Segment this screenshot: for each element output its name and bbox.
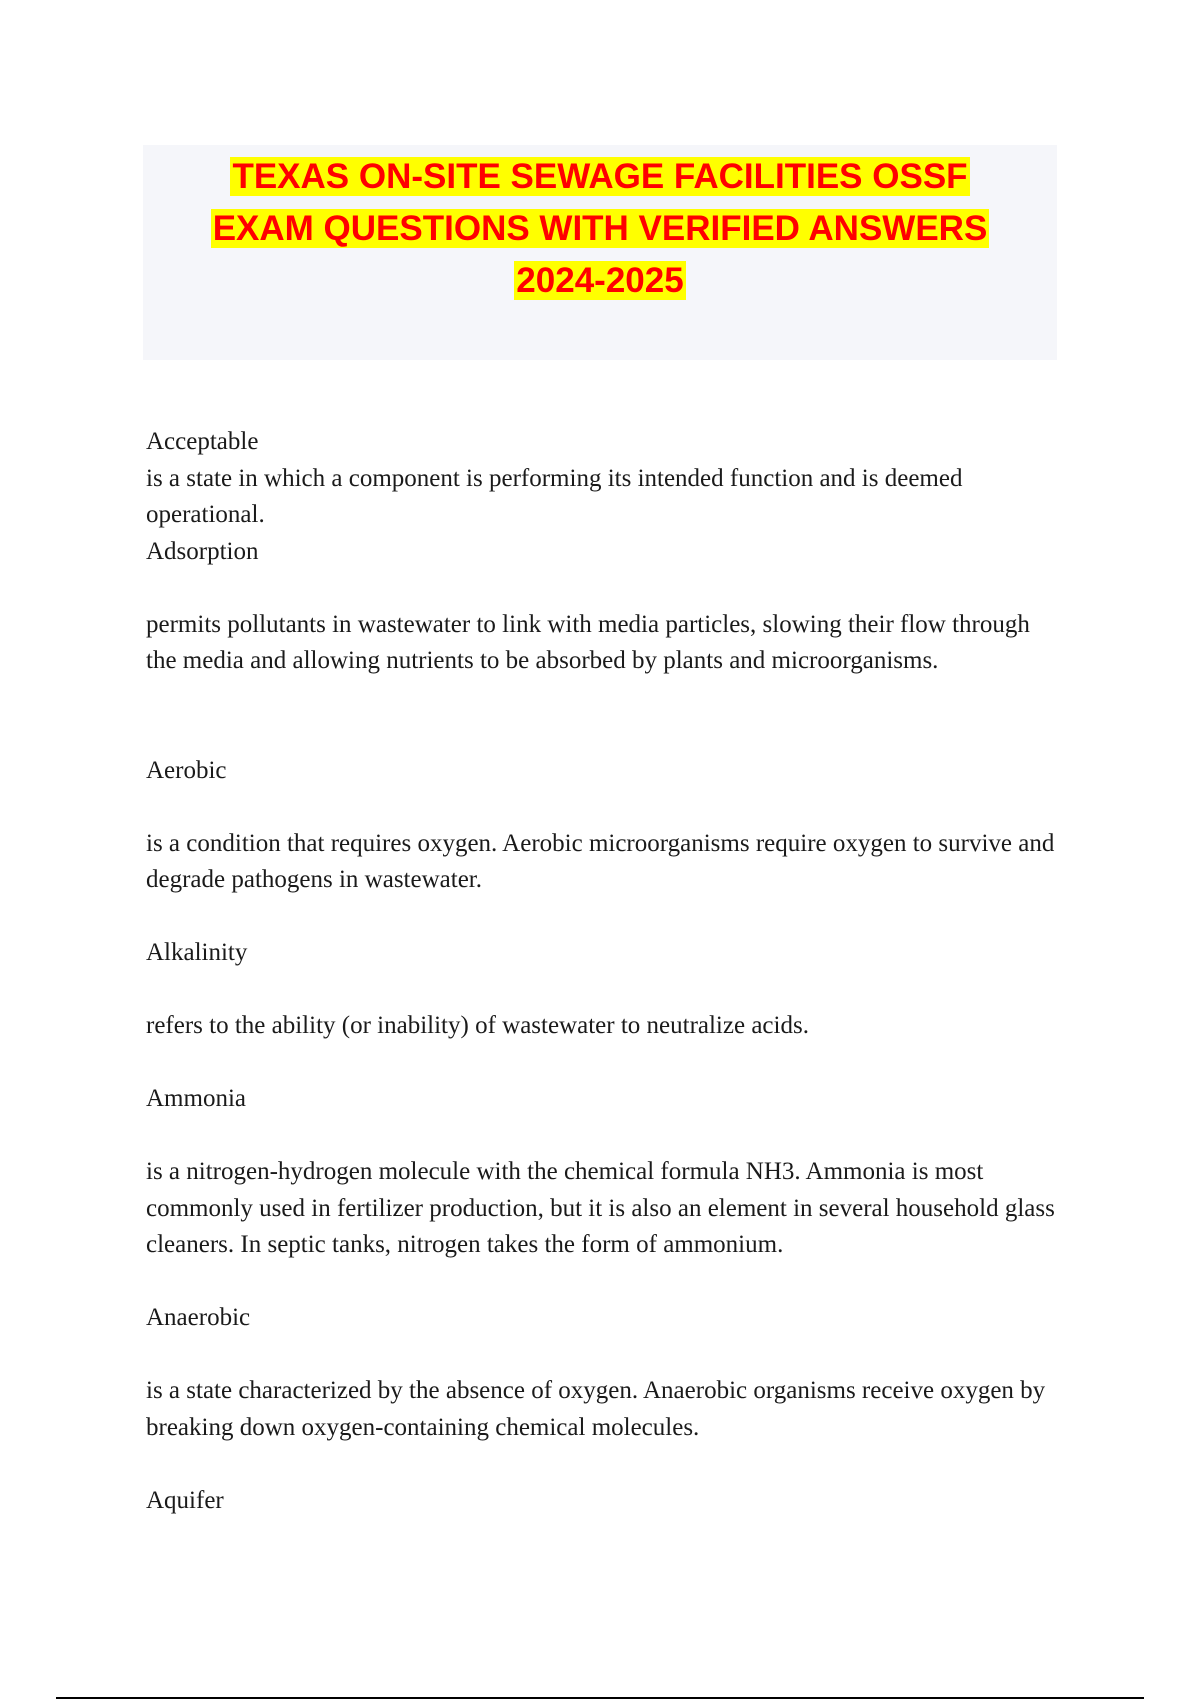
title-line (143, 151, 1057, 203)
glossary-term: Aerobic (146, 756, 227, 784)
title-line-text: TEXAS ON-SITE SEWAGE FACILITIES OSSF (232, 157, 968, 196)
glossary-definition: is a state characterized by the absence of oxygen. Anaerobic organisms receive oxygen by breaking down oxygen-containing chemical molecules. (146, 1377, 1046, 1441)
glossary-term: Aquifer (146, 1486, 224, 1514)
glossary-definition: is a condition that requires oxygen. Aerobic microorganisms require oxygen to survive and degrade pathogens in wastewater. (146, 829, 1055, 893)
page-footer-rule (56, 1697, 1144, 1699)
spacer (146, 1446, 1066, 1483)
glossary-content (146, 424, 1066, 1519)
title-line-text: 2024-2025 (516, 261, 684, 300)
title-line (143, 203, 1057, 255)
spacer (146, 1118, 1066, 1155)
title-line-text: EXAM QUESTIONS WITH VERIFIED ANSWERS (212, 209, 988, 248)
glossary-term: Adsorption (146, 537, 259, 565)
glossary-definition: is a state in which a component is performing its intended function and is deemed operational. (146, 464, 963, 528)
glossary-definition: refers to the ability (or inability) of wastewater to neutralize acids. (146, 1012, 809, 1039)
glossary-definition: is a nitrogen-hydrogen molecule with the chemical formula NH3. Ammonia is most commonly used in fertilizer production, but it is also an element in several household glass cleaners. In septic tanks, nitrogen takes the form of ammonium. (146, 1158, 1055, 1258)
spacer (146, 570, 1066, 607)
spacer (146, 1045, 1066, 1082)
spacer (146, 972, 1066, 1009)
spacer (146, 899, 1066, 936)
glossary-term: Ammonia (146, 1085, 246, 1112)
document-title (143, 151, 1057, 307)
glossary-term: Acceptable (146, 428, 259, 455)
spacer (146, 789, 1066, 826)
spacer (146, 1264, 1066, 1301)
spacer (146, 680, 1066, 753)
glossary-term: Anaerobic (146, 1304, 251, 1331)
title-banner (143, 145, 1057, 360)
spacer (146, 1337, 1066, 1374)
title-line (143, 255, 1057, 307)
glossary-term: Alkalinity (146, 939, 248, 966)
glossary-definition: permits pollutants in wastewater to link with media particles, slowing their flow through the media and allowing nutrients to be absorbed by plants and microorganisms. (146, 610, 1030, 674)
